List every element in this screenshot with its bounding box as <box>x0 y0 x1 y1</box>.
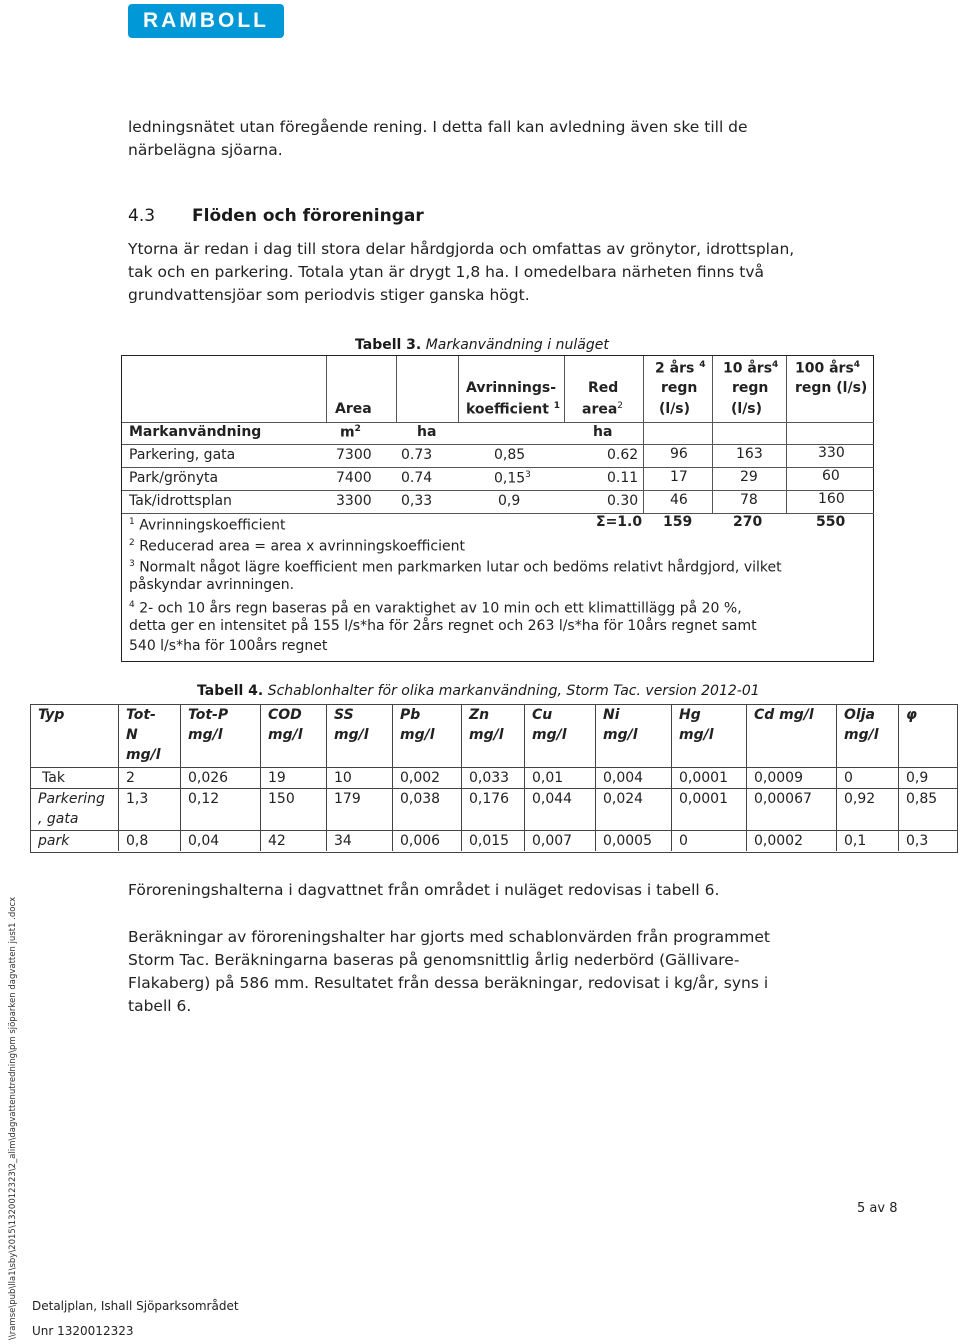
table4-caption-label: Tabell 4. <box>197 683 264 699</box>
table4-header-cell: Ni <box>603 707 620 723</box>
row-red: 0.30 <box>607 493 639 509</box>
table4-cell: 179 <box>334 791 361 807</box>
table4-cell: 0,038 <box>400 791 441 807</box>
table4-cell: 0,006 <box>400 833 441 849</box>
table4-header-cell: φ <box>906 707 917 723</box>
table4-col-rule <box>326 704 327 851</box>
table4-col-rule <box>524 704 525 851</box>
table4-cell: 2 <box>126 770 135 786</box>
hdr-r10-3: (l/s) <box>731 401 763 417</box>
table4-cell: 0,12 <box>188 791 220 807</box>
table3-caption-label: Tabell 3. <box>355 337 422 353</box>
table4-header-cell: mg/l <box>334 727 369 743</box>
table4-header-cell: N <box>126 727 138 743</box>
table4-row-type: , gata <box>38 811 79 827</box>
table4-header-cell: Cd mg/l <box>754 707 814 723</box>
row-coef: 0,15$^3$ <box>494 470 531 487</box>
row-red: 0.11 <box>607 470 639 486</box>
table4-cell: 0,8 <box>126 833 149 849</box>
sum-r100: 550 <box>816 514 846 530</box>
table4-cell: 0,0009 <box>754 770 803 786</box>
file-path-margin: \\ramse\pub\lla1\sby\2015\1320012323\2_alim\dagvattenutredning\pm sjöparken dagvatten just1 .docx <box>8 896 18 1340</box>
table4-cell: 0,3 <box>906 833 929 849</box>
table4-cell: 150 <box>268 791 295 807</box>
table4-cell: 0,00067 <box>754 791 812 807</box>
table4 <box>30 704 958 852</box>
table4-header-cell: COD <box>268 707 302 723</box>
table4-cell: 10 <box>334 770 352 786</box>
row-name: Park/grönyta <box>129 470 219 486</box>
page-number: 5 av 8 <box>857 1201 898 1216</box>
table4-row-rule <box>30 830 957 831</box>
section-heading <box>128 206 424 226</box>
note-1: $^1$ Avrinningskoefficient <box>129 517 286 534</box>
hdr-unit-ha: ha <box>417 424 437 440</box>
row-r2: 96 <box>670 446 688 462</box>
hdr-area: Area <box>335 401 372 417</box>
sum-label: Σ=1.0 <box>596 514 643 530</box>
row-r2: 46 <box>670 492 688 508</box>
table4-cell: 19 <box>268 770 286 786</box>
row-r100: 60 <box>822 468 840 484</box>
hdr-red-1: Red <box>588 380 619 396</box>
table4-col-rule <box>836 704 837 851</box>
table4-col-rule <box>260 704 261 851</box>
table4-col-rule <box>118 704 119 851</box>
footer-unr: Unr 1320012323 <box>32 1324 134 1338</box>
table4-header-cell: Tot- <box>126 707 156 723</box>
hdr-unit-m2: $m^2$ <box>340 424 361 441</box>
section-line-3: grundvattensjöar som periodvis stiger ganska högt. <box>128 286 530 304</box>
table4-cell: 0,92 <box>844 791 876 807</box>
body-p2-line-4: tabell 6. <box>128 997 192 1015</box>
note-3b: påskyndar avrinningen. <box>129 577 295 593</box>
body-p2-line-3: Flakaberg) på 586 mm. Resultatet från dessa beräkningar, redovisat i kg/år, syns i <box>128 974 769 992</box>
table4-header-cell: mg/l <box>844 727 879 743</box>
row-red: 0.62 <box>607 447 639 463</box>
table4-row-rule <box>30 788 957 789</box>
table4-header-cell: mg/l <box>400 727 435 743</box>
body-p1: Föroreningshalterna i dagvattnet från området i nuläget redovisas i tabell 6. <box>128 881 720 899</box>
intro-line-1: ledningsnätet utan föregående rening. I detta fall kan avledning även ske till de <box>128 118 748 136</box>
table4-cell: 0,004 <box>603 770 644 786</box>
note-4b: detta ger en intensitet på 155 l/s*ha för 2års regnet och 263 l/s*ha för 10års regnet samt <box>129 618 757 634</box>
row-name: Parkering, gata <box>129 447 236 463</box>
table4-row-rule <box>30 767 957 768</box>
table4-col-rule <box>595 704 596 851</box>
section-line-1: Ytorna är redan i dag till stora delar hårdgjorda och omfattas av grönytor, idrottsplan, <box>128 240 795 258</box>
table4-cell: 0,015 <box>469 833 510 849</box>
table4-header-cell: Tot-P <box>188 707 229 723</box>
table4-cell: 0,026 <box>188 770 229 786</box>
sum-r2: 159 <box>663 514 693 530</box>
footer-title: Detaljplan, Ishall Sjöparksområdet <box>32 1299 239 1313</box>
table3-caption-text: Markanvändning i nuläget <box>425 337 609 353</box>
section-line-2: tak och en parkering. Totala ytan är drygt 1,8 ha. I omedelbara närheten finns två <box>128 263 765 281</box>
hdr-markanvandning: Markanvändning <box>129 424 262 440</box>
table4-header-cell: mg/l <box>603 727 638 743</box>
table4-cell: 0,033 <box>469 770 510 786</box>
table4-col-rule <box>461 704 462 851</box>
table4-cell: 0,0005 <box>603 833 652 849</box>
table4-cell: 0 <box>679 833 688 849</box>
hdr-red-2: area$^2$ <box>582 401 624 418</box>
body-p2-line-2: Storm Tac. Beräkningarna baseras på genomsnittlig årlig nederbörd (Gällivare- <box>128 951 740 969</box>
table4-header-cell: mg/l <box>126 747 161 763</box>
hdr-r100-1: 100 års$^4$ <box>795 360 861 377</box>
hdr-r2-1: 2 års $^4$ <box>655 360 706 377</box>
row-r2: 17 <box>670 469 688 485</box>
section-number: 4.3 <box>128 206 156 226</box>
table4-header-cell: mg/l <box>268 727 303 743</box>
table4-header-cell: Cu <box>532 707 553 723</box>
hdr-r10-1: 10 års$^4$ <box>723 360 779 377</box>
table4-cell: 34 <box>334 833 352 849</box>
row-r100: 330 <box>818 445 845 461</box>
table4-cell: 0,9 <box>906 770 929 786</box>
table3-caption <box>355 337 609 353</box>
table4-cell: 0,024 <box>603 791 644 807</box>
note-2: $^2$ Reducerad area = area x avrinningskoefficient <box>129 538 465 555</box>
table4-row-type: Tak <box>42 770 65 786</box>
hdr-unit-ha-red: ha <box>593 424 613 440</box>
sum-r10: 270 <box>733 514 763 530</box>
hdr-r10-2: regn <box>732 380 769 396</box>
table4-cell: 0,85 <box>906 791 938 807</box>
hdr-r2-3: (l/s) <box>659 401 691 417</box>
row-coef: 0,85 <box>494 447 526 463</box>
table4-header-cell: Zn <box>469 707 490 723</box>
intro-line-2: närbelägna sjöarna. <box>128 141 283 159</box>
table4-col-rule <box>671 704 672 851</box>
table4-header-cell: mg/l <box>679 727 714 743</box>
hdr-r100-2: regn (l/s) <box>795 380 868 396</box>
table4-cell: 0,0001 <box>679 791 728 807</box>
table4-cell: 42 <box>268 833 286 849</box>
row-ha: 0,33 <box>401 493 433 509</box>
row-r10: 29 <box>740 469 758 485</box>
table4-col-rule <box>392 704 393 851</box>
table4-caption <box>197 683 760 699</box>
table4-cell: 0,007 <box>532 833 573 849</box>
table4-cell: 0,0002 <box>754 833 803 849</box>
table4-caption-text: Schablonhalter för olika markanvändning, Storm Tac. version 2012-01 <box>267 683 760 699</box>
table4-header-cell: Pb <box>400 707 421 723</box>
row-m2: 7400 <box>336 470 372 486</box>
row-ha: 0.74 <box>401 470 433 486</box>
table4-header-cell: Olja <box>844 707 875 723</box>
row-m2: 3300 <box>336 493 372 509</box>
table4-cell: 1,3 <box>126 791 149 807</box>
row-coef: 0,9 <box>498 493 521 509</box>
table4-header-cell: mg/l <box>469 727 504 743</box>
table4-cell: 0,044 <box>532 791 573 807</box>
hdr-avr-2: koefficient $^1$ <box>466 401 561 418</box>
row-name: Tak/idrottsplan <box>129 493 232 509</box>
table4-col-rule <box>898 704 899 851</box>
table4-header-cell: Typ <box>38 707 65 723</box>
table4-cell: 0,1 <box>844 833 867 849</box>
row-r10: 163 <box>736 446 763 462</box>
hdr-r2-2: regn <box>661 380 698 396</box>
row-r100: 160 <box>818 491 845 507</box>
table4-cell: 0 <box>844 770 853 786</box>
table4-cell: 0,176 <box>469 791 510 807</box>
table4-row-type: Parkering <box>38 791 105 807</box>
table4-row-type: park <box>38 833 70 849</box>
row-m2: 7300 <box>336 447 372 463</box>
table4-header-cell: Hg <box>679 707 701 723</box>
table4-header-cell: mg/l <box>532 727 567 743</box>
table4-cell: 0,0001 <box>679 770 728 786</box>
body-p2-line-1: Beräkningar av föroreningshalter har gjorts med schablonvärden från programmet <box>128 928 770 946</box>
table4-cell: 0,04 <box>188 833 220 849</box>
table4-col-rule <box>180 704 181 851</box>
hdr-avr-1: Avrinnings- <box>466 380 557 396</box>
row-r10: 78 <box>740 492 758 508</box>
row-ha: 0.73 <box>401 447 433 463</box>
note-4a: $^4$ 2- och 10 års regn baseras på en varaktighet av 10 min och ett klimattillägg på 20 %, <box>129 600 742 617</box>
section-title: Flöden och föroreningar <box>192 206 424 226</box>
ramboll-logo: RAMBOLL <box>128 4 284 38</box>
note-3a: $^3$ Normalt något lägre koefficient men parkmarken lutar och bedöms relativt hårdgjord, vilket <box>129 559 782 576</box>
table4-cell: 0,002 <box>400 770 441 786</box>
table4-cell: 0,01 <box>532 770 564 786</box>
note-4c: 540 l/s*ha för 100års regnet <box>129 638 328 654</box>
table4-col-rule <box>746 704 747 851</box>
table4-header-cell: SS <box>334 707 354 723</box>
table4-header-cell: mg/l <box>188 727 223 743</box>
